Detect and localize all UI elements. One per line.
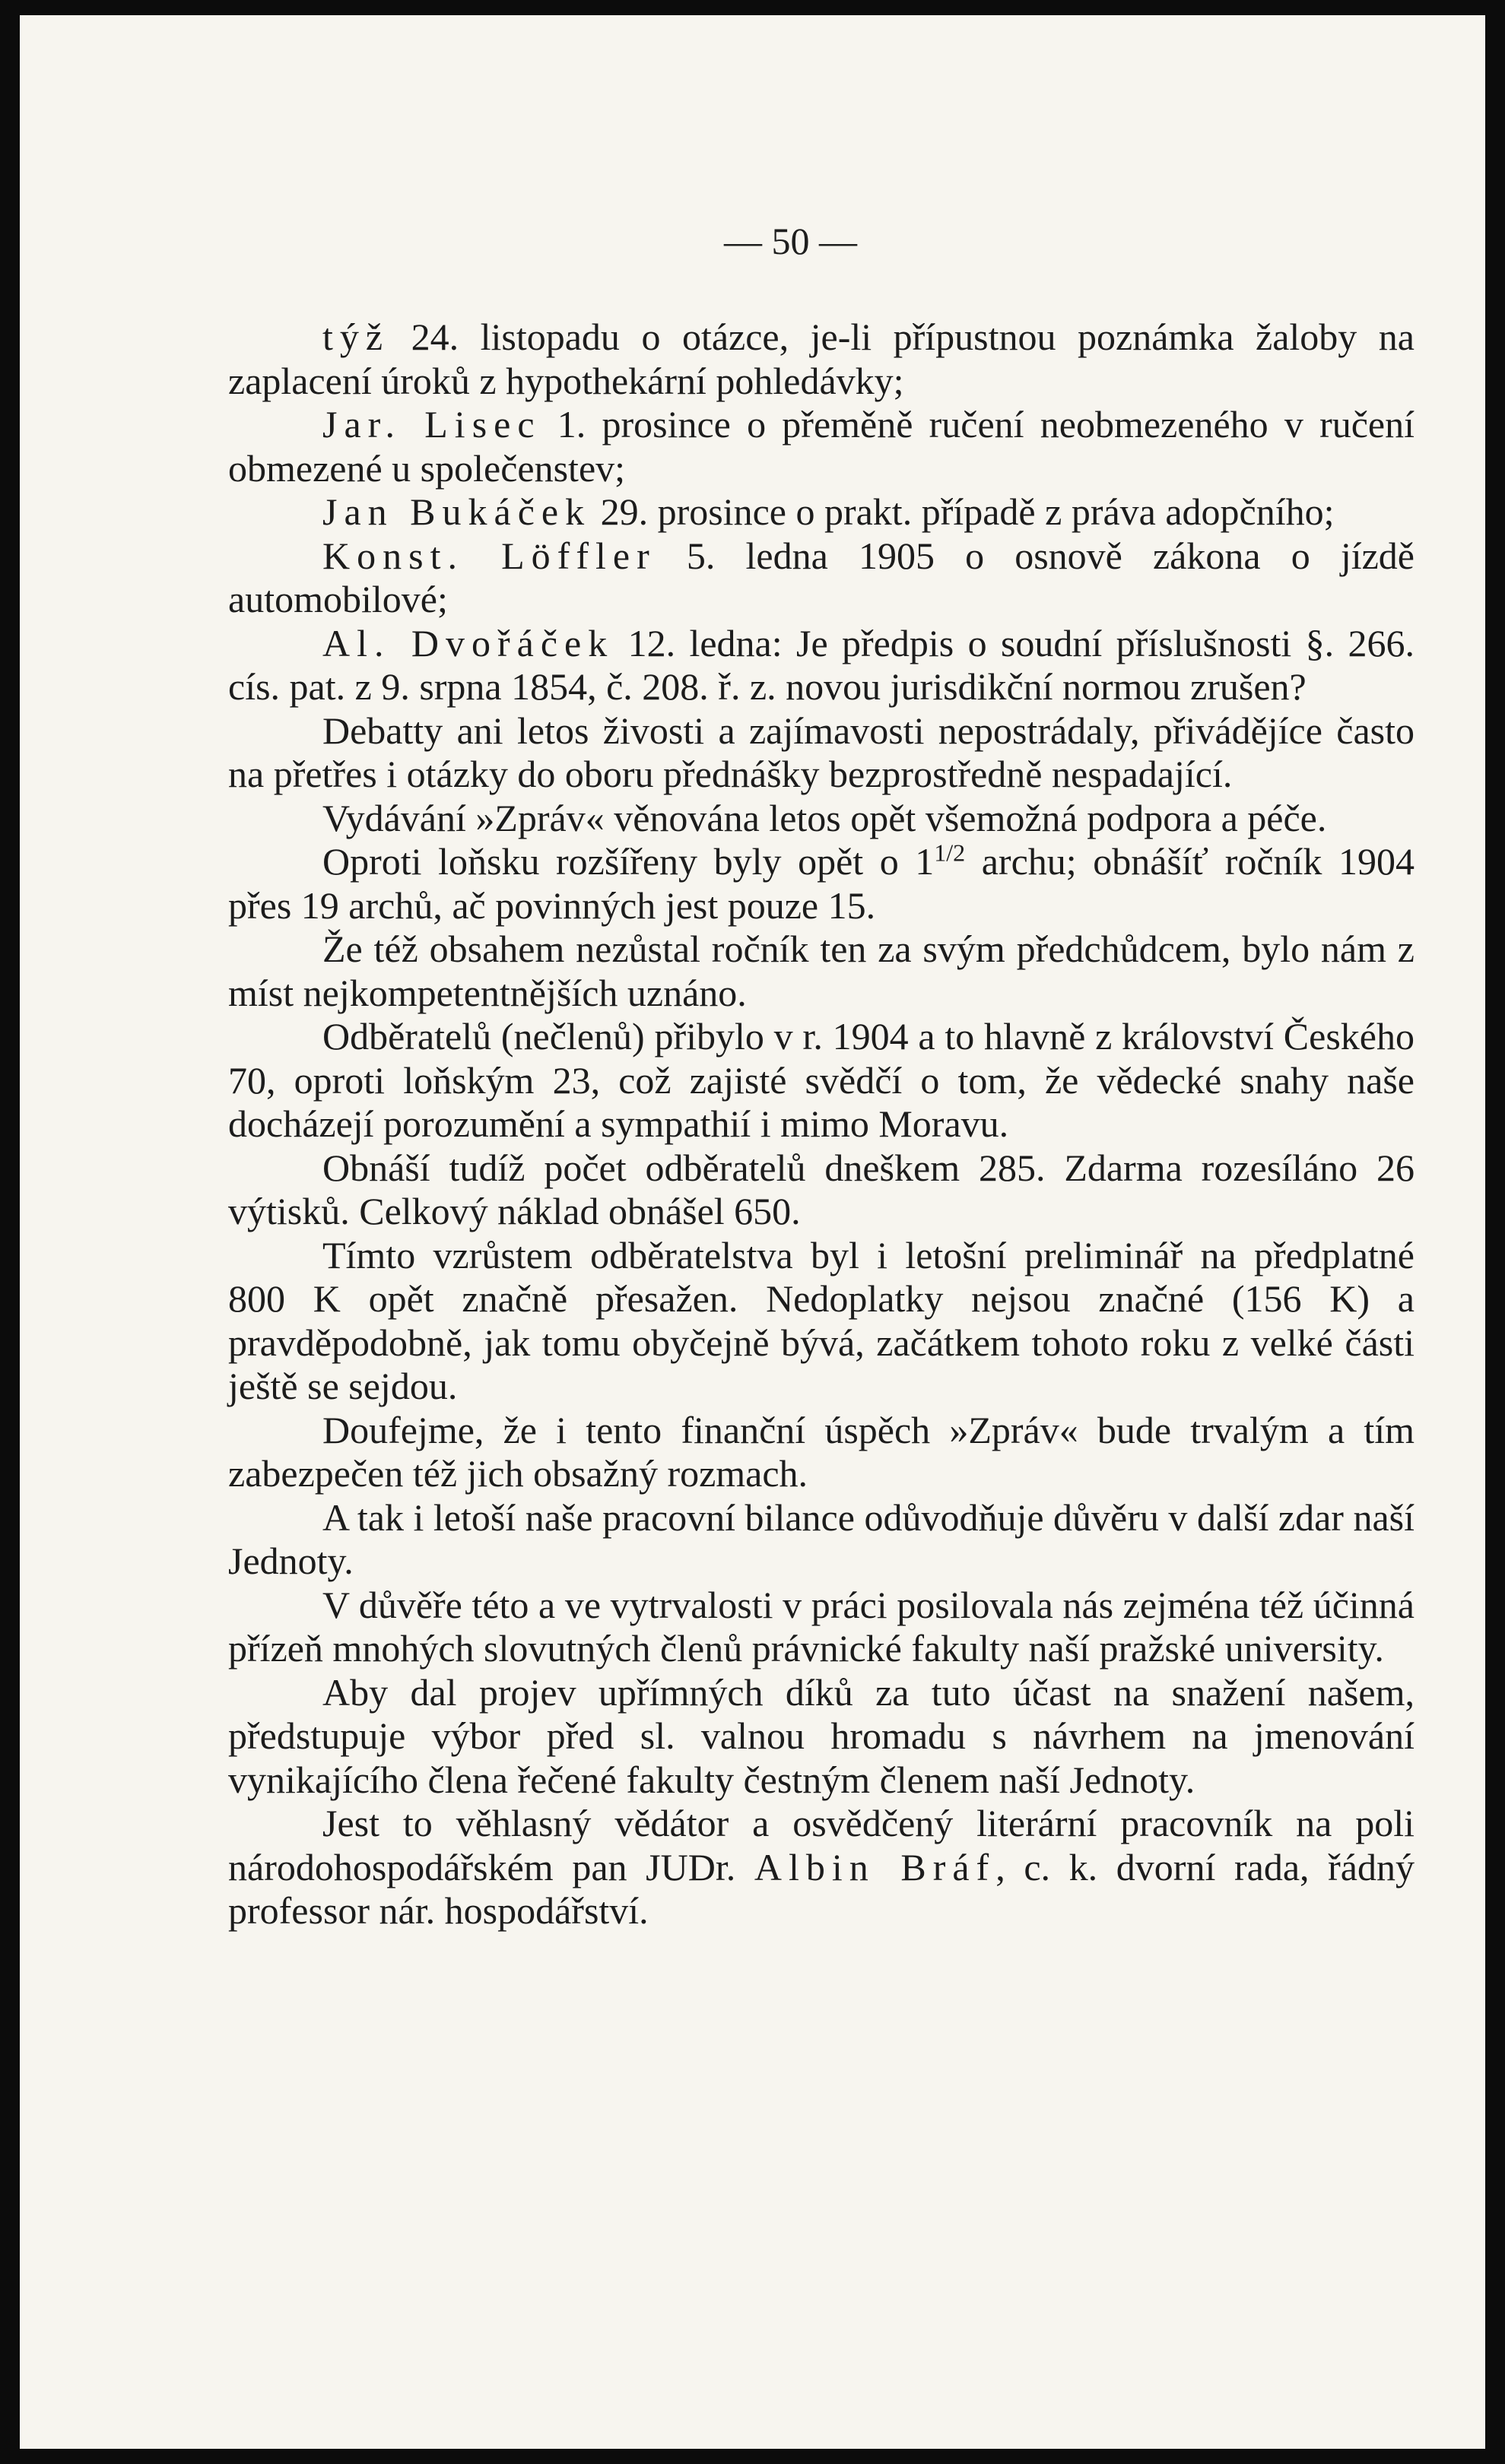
- spaced-name: Jar. Lisec: [322, 403, 541, 446]
- paragraph: Jan Bukáček 29. prosince o prakt. případě z práva adopčního;: [322, 490, 1335, 533]
- paragraph: Doufejme, že i tento finanční úspěch »Zpráv« bude trvalým a tím zabezpečen též jich obsažný rozmach.: [228, 1408, 1415, 1495]
- paragraph: Odběratelů (nečlenů) přibylo v r. 1904 a to hlavně z království Českého 70, oproti loňským 23, což zajisté svědčí o tom, že vědecké snahy naše docházejí porozumění a sympathií i mimo Moravu.: [228, 1015, 1415, 1145]
- paragraph: Obnáší tudíž počet odběratelů dneškem 285. Zdarma rozesíláno 26 výtisků. Celkový náklad obnášel 650.: [228, 1146, 1415, 1232]
- paragraph: Al. Dvořáček 12. ledna: Je předpis o soudní příslušnosti §. 266. cís. pat. z 9. srpna 1854, č. 208. ř. z. novou jurisdikční normou zrušen?: [228, 621, 1415, 708]
- spaced-name: Al. Dvořáček: [322, 621, 614, 664]
- paragraph: Jar. Lisec 1. prosince o přeměně ručení neobmezeného v ručení obmezené u společenstev;: [228, 403, 1415, 490]
- spaced-name: Albin Bráf: [754, 1845, 996, 1888]
- paragraph: týž 24. listopadu o otázce, je-li přípustnou poznámka žaloby na zaplacení úroků z hypothekární pohledávky;: [228, 316, 1415, 402]
- fraction: 1/2: [934, 839, 966, 867]
- paragraph: Jest to věhlasný vědátor a osvědčený literární pracovník na poli národohospodářském pan JUDr. Albin Bráf, c. k. dvorní rada, řádný professor nár. hospodářství.: [228, 1802, 1415, 1932]
- paragraph: V důvěře této a ve vytrvalosti v práci posilovala nás zejména též účinná přízeň mnohých slovutných členů právnické fakulty naší pražské university.: [228, 1583, 1415, 1670]
- paragraph: Debatty ani letos živosti a zajímavosti nepostrádaly, přivádějíce často na přetřes i otázky do oboru přednášky bezprostředně nespadající.: [228, 709, 1415, 795]
- paragraph: Aby dal projev upřímných díků za tuto účast na snažení našem, předstupuje výbor před sl. valnou hromadu s návrhem na jmenování vynikajícího člena řečené fakulty čestným členem naší Jednoty.: [228, 1670, 1415, 1801]
- paragraph: Konst. Löffler 5. ledna 1905 o osnově zákona o jízdě automobilové;: [228, 534, 1415, 620]
- paragraph: Vydávání »Zpráv« věnována letos opět všemožná podpora a péče.: [322, 796, 1327, 839]
- spaced-name: Konst. Löffler: [322, 534, 656, 577]
- paragraph: Že též obsahem nezůstal ročník ten za svým předchůdcem, bylo nám z míst nejkompetentnějších uznáno.: [228, 928, 1415, 1014]
- body-text: [228, 316, 1415, 1933]
- spaced-name: Jan Bukáček: [322, 490, 592, 533]
- book-page: [20, 15, 1485, 2449]
- paragraph: Oproti loňsku rozšířeny byly opět o $1^{1/2}$ archu; obnášíť ročník 1904 přes 19 archů, ač povinných jest pouze 15.: [228, 839, 1415, 927]
- page-number: — 50 —: [724, 220, 857, 262]
- paragraph: Tímto vzrůstem odběratelstva byl i letošní preliminář na předplatné 800 K opět značně přesažen. Nedoplatky nejsou značné (156 K) a pravděpodobně, jak tomu obyčejně bývá, začátkem tohoto roku z velké části ještě se sejdou.: [228, 1233, 1415, 1407]
- paragraph: A tak i letoší naše pracovní bilance odůvodňuje důvěru v další zdar naší Jednoty.: [228, 1495, 1415, 1582]
- spaced-name: týž: [322, 316, 390, 358]
